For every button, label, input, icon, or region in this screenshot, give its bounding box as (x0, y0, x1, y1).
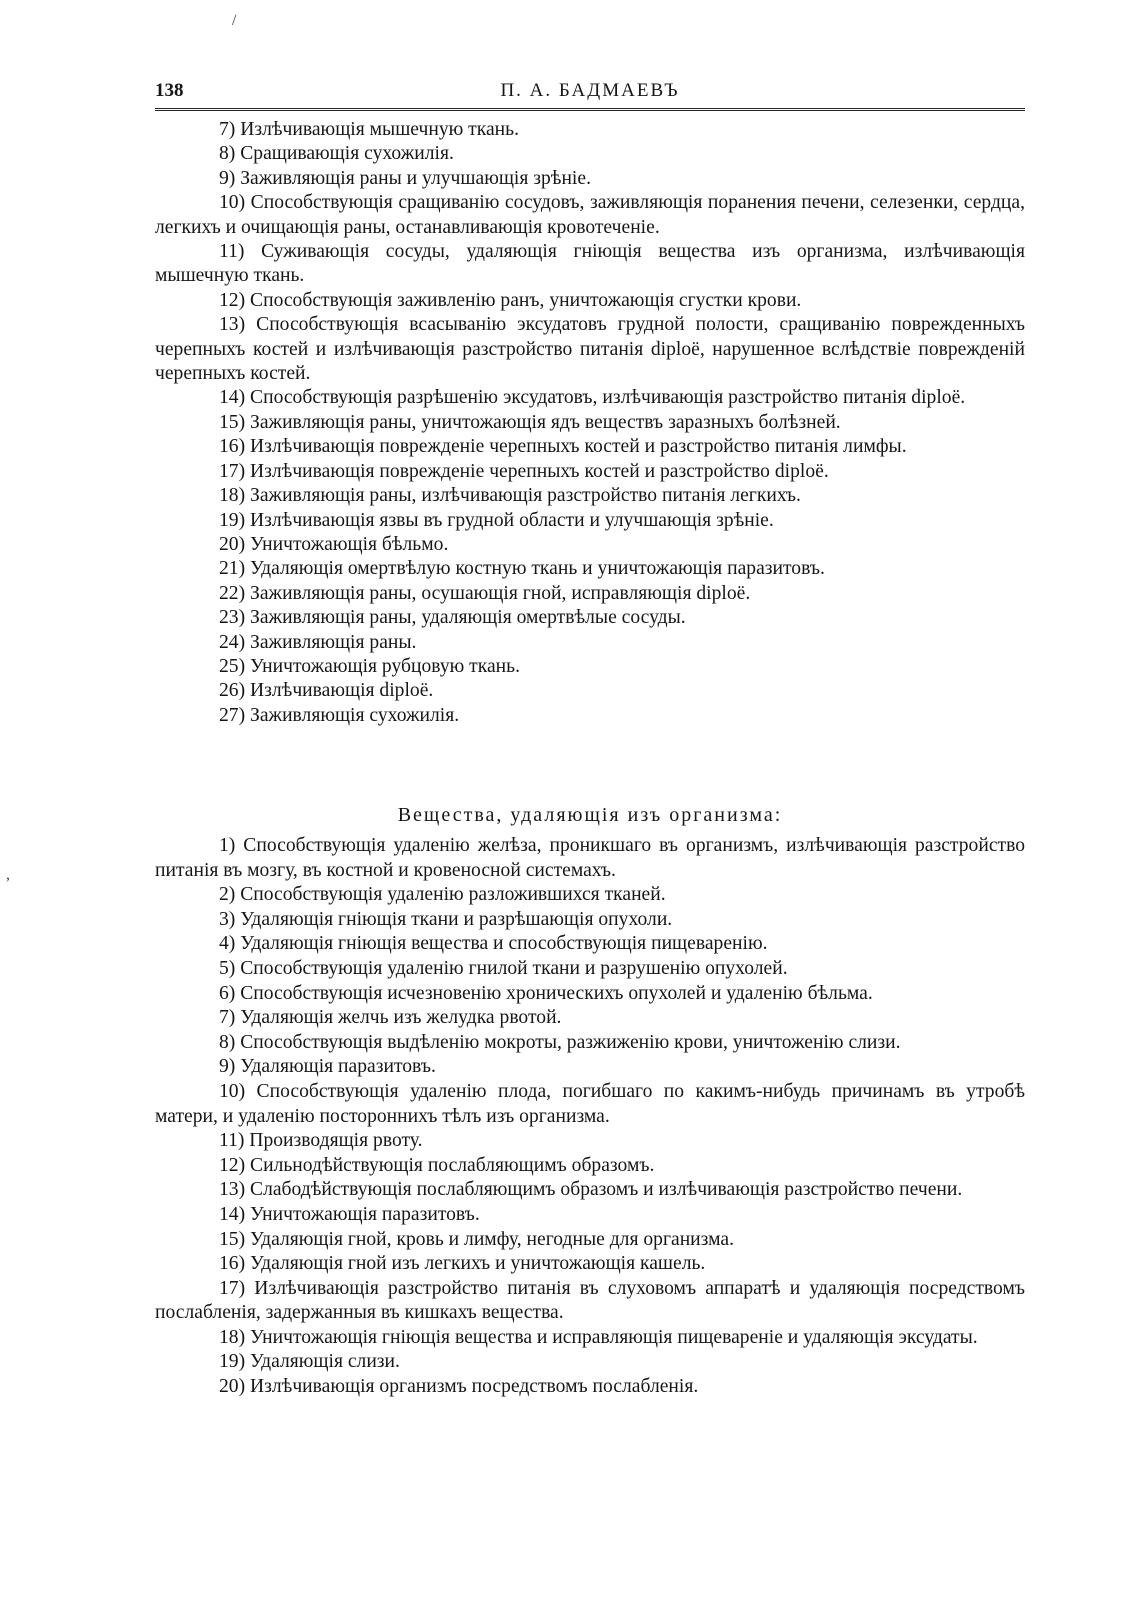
list-item: 8) Способствующія выдѣленію мокроты, разжиженію крови, уничтоженію слизи. (219, 1031, 901, 1053)
list-item: 11) Суживающія сосуды, удаляющія гніющія вещества изъ организма, излѣчивающія мышечную ткань. (155, 241, 1025, 287)
list-item: 10) Способствующія сращиванію сосудовъ, заживляющія поранения печени, селезенки, сердца, легкихъ и очищающія раны, останавливающія кровотеченіе. (155, 192, 1025, 238)
stray-mark: / (232, 12, 237, 29)
list-item: 22) Заживляющія раны, осушающія гной, исправляющія diploë. (219, 582, 751, 604)
list-item: 20) Излѣчивающія организмъ посредствомъ послабленія. (219, 1376, 699, 1398)
list-item: 15) Заживляющія раны, уничтожающія ядъ веществъ заразныхъ болѣзней. (219, 411, 841, 433)
list-item: 13) Способствующія всасыванію эксудатовъ грудной полости, сращиванію поврежденныхъ черепныхъ костей и излѣчивающія разстройство питанія diploë, нарушенное вслѣдствіе поврежденій черепныхъ костей. (155, 314, 1025, 385)
list-two (155, 834, 1025, 1400)
list-item: 15) Удаляющія гной, кровь и лимфу, негодные для организма. (219, 1228, 734, 1250)
list-item: 2) Способствующія удаленію разложившихся тканей. (219, 884, 666, 906)
list-item: 19) Удаляющія слизи. (219, 1351, 400, 1373)
page-number: 138 (155, 80, 184, 101)
list-item: 7) Излѣчивающія мышечную ткань. (219, 119, 519, 140)
list-item: 24) Заживляющія раны. (219, 631, 417, 653)
list-item: 16) Удаляющія гной изъ легкихъ и уничтожающія кашель. (219, 1253, 706, 1275)
list-item: 27) Заживляющія сухожилія. (219, 704, 460, 726)
list-item: 25) Уничтожающія рубцовую ткань. (219, 655, 520, 677)
running-title: П. А. БАДМАЕВЪ (500, 80, 680, 101)
list-one (155, 118, 1025, 728)
list-item: 19) Излѣчивающія язвы въ грудной области и улучшающія зрѣніе. (219, 509, 774, 531)
list-item: 9) Заживляющія раны и улучшающія зрѣніе. (219, 167, 591, 189)
list-item: 20) Уничтожающія бѣльмо. (219, 533, 449, 555)
list-item: 23) Заживляющія раны, удаляющія омертвѣлые сосуды. (219, 607, 686, 629)
list-item: 18) Уничтожающія гніющія вещества и исправляющія пищевареніе и удаляющія эксудаты. (219, 1326, 978, 1348)
list-item: 3) Удаляющія гніющія ткани и разрѣшающія опухоли. (219, 908, 673, 930)
list-item: 12) Способствующія заживленію ранъ, уничтожающія сгустки крови. (219, 289, 802, 311)
list-item: 8) Сращивающія сухожилія. (219, 143, 454, 165)
list-item: 6) Способствующія исчезновенію хроническихъ опухолей и удаленію бѣльма. (219, 982, 873, 1004)
list-item: 1) Способствующія удаленію желѣза, проникшаго въ организмъ, излѣчивающія разстройство питанія въ мозгу, въ костной и кровеносной системахъ. (155, 835, 1025, 881)
list-item: 11) Производящія рвоту. (219, 1130, 423, 1152)
list-item: 12) Сильнодѣйствующія послабляющимъ образомъ. (219, 1154, 655, 1176)
list-item: 13) Слабодѣйствующія послабляющимъ образомъ и излѣчивающія разстройство печени. (219, 1179, 963, 1201)
list-item: 21) Удаляющія омертвѣлую костную ткань и уничтожающія паразитовъ. (219, 558, 825, 580)
list-item: 10) Способствующія удаленію плода, погибшаго по какимъ-нибудь причинамъ въ утробѣ матери, и удаленію постороннихъ тѣлъ изъ организма. (155, 1080, 1025, 1127)
section-heading: Вещества, удаляющія изъ организма: (397, 804, 783, 826)
list-item: 9) Удаляющія паразитовъ. (219, 1056, 436, 1078)
list-item: 17) Излѣчивающія поврежденіе черепныхъ костей и разстройство diploë. (219, 460, 829, 482)
page-header (155, 80, 1025, 111)
list-item: 18) Заживляющія раны, излѣчивающія разстройство питанія легкихъ. (219, 485, 801, 507)
list-item: 5) Способствующія удаленію гнилой ткани и разрушенію опухолей. (219, 957, 788, 979)
list-item: 16) Излѣчивающія поврежденіе черепныхъ костей и разстройство питанія лимфы. (219, 436, 907, 458)
list-item: 14) Уничтожающія паразитовъ. (219, 1203, 480, 1225)
list-item: 4) Удаляющія гніющія вещества и способствующія пищеваренію. (219, 933, 768, 955)
list-item: 17) Излѣчивающія разстройство питанія въ слуховомъ аппаратѣ и удаляющія посредствомъ послабленія, задержанныя въ кишкахъ вещества. (155, 1277, 1025, 1324)
stray-mark: , (6, 866, 10, 883)
list-item: 26) Излѣчивающія diploë. (219, 680, 434, 702)
list-item: 7) Удаляющія желчь изъ желудка рвотой. (219, 1007, 562, 1029)
list-item: 14) Способствующія разрѣшенію эксудатовъ, излѣчивающія разстройство питанія diploë. (219, 387, 966, 409)
